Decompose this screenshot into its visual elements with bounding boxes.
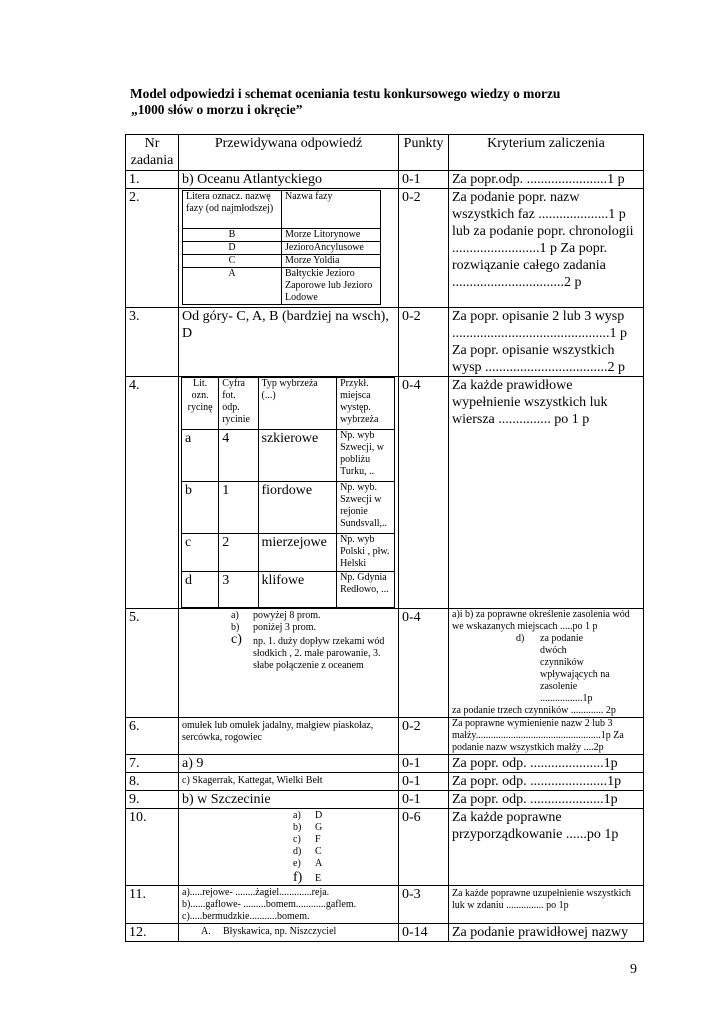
coast-place: Np. wyb. Szwecji w rejonie Sundsvall,..	[337, 482, 395, 534]
coast-letter: a	[182, 430, 219, 482]
list-text: Błyskawica, np. Niszczyciel	[223, 926, 337, 937]
table-row	[126, 308, 644, 377]
table-row	[126, 773, 644, 791]
coast-digit: 4	[219, 430, 258, 482]
row-criterion	[449, 609, 644, 718]
coast-type: fiordowe	[258, 482, 337, 534]
row-answer	[179, 609, 399, 718]
list-text: powyżej 8 prom.	[253, 610, 321, 621]
answer-line: b)......gaflowe- .........bomem............gaflem.	[182, 899, 357, 910]
list-item	[231, 634, 394, 672]
row-nr: 9.	[126, 791, 179, 809]
list-marker: f)	[293, 870, 303, 885]
criterion-e: za podanie trzech czynników ............. 2p	[452, 705, 616, 716]
table-row	[126, 377, 644, 609]
header-points: Punkty	[399, 135, 449, 171]
phase-letter: A	[183, 268, 282, 305]
row-criterion: Za każde poprawne uzupełnienie wszystkich luk w zdaniu ............... po 1p	[449, 886, 644, 924]
row-criterion: Za popr. odp. .....................1p	[449, 791, 644, 809]
coast-type: mierzejowe	[258, 534, 337, 572]
table-row	[126, 755, 644, 773]
row-points: 0-1	[399, 773, 449, 791]
answer-line: c).....bermudzkie...........bomem.	[182, 911, 310, 922]
coast-types-table	[181, 377, 395, 608]
phase-letter: C	[183, 255, 282, 268]
row-criterion: Za popr. opisanie 2 lub 3 wysp .............................................1 p Za popr. opisanie wszystkich wysp ...................................2 p	[449, 308, 644, 377]
inner-header-type: Typ wybrzeża (...)	[258, 378, 337, 430]
list-text: F	[315, 834, 321, 845]
header-criterion: Kryterium zaliczenia	[449, 135, 644, 171]
row-nr: 5.	[126, 609, 179, 718]
list-item	[293, 846, 394, 858]
list-marker: c)	[293, 834, 301, 845]
row-answer	[179, 924, 399, 942]
inner-row	[183, 242, 381, 255]
coast-letter: d	[182, 572, 219, 608]
inner-row	[183, 229, 381, 242]
table-row	[126, 189, 644, 308]
table-row	[126, 791, 644, 809]
table-row	[126, 809, 644, 886]
coast-place: Np. Gdynia Redłowo, ...	[337, 572, 395, 608]
table-row	[126, 924, 644, 942]
list-marker: a)	[231, 610, 239, 621]
row-nr: 12.	[126, 924, 179, 942]
row-nr: 10.	[126, 809, 179, 886]
list-marker: a)	[293, 810, 301, 821]
row-criterion: Za popr.odp. .......................1 p	[449, 171, 644, 189]
coast-letter: c	[182, 534, 219, 572]
row-answer	[179, 809, 399, 886]
header-nr: Nr zadania	[126, 135, 179, 171]
list-text: A	[315, 858, 323, 869]
row-answer	[179, 886, 399, 924]
row-answer: b) w Szczecinie	[179, 791, 399, 809]
row-answer: omułek lub omułek jadalny, małgiew piaskołaz, sercówka, rogowiec	[179, 718, 399, 755]
coast-place: Np. wyb Szwecji, w pobliżu Turku, ..	[337, 430, 395, 482]
inner-row	[182, 482, 395, 534]
title-line-2: „1000 słów o morzu i okręcie”	[131, 102, 303, 117]
title-line-1: Model odpowiedzi i schemat oceniania testu konkursowego wiedzy o morzu	[130, 86, 561, 101]
row-nr: 6.	[126, 718, 179, 755]
row-answer	[179, 377, 399, 609]
list-item	[231, 622, 394, 634]
inner-row	[182, 430, 395, 482]
list-text: G	[315, 822, 323, 833]
criterion-ab: a)i b) za poprawne określenie zasolenia wód we wskazanych miejscach .....po 1 p	[452, 609, 630, 632]
inner-header-name: Nazwa fazy	[282, 191, 381, 229]
inner-header-letter: Lit. ozn. rycinę	[182, 378, 219, 430]
coast-letter: b	[182, 482, 219, 534]
coast-type: szkierowe	[258, 430, 337, 482]
inner-row	[183, 268, 381, 305]
inner-header-row	[183, 191, 381, 229]
list-text: E	[315, 873, 322, 884]
row-criterion: Za każde poprawne przyporządkowanie ......po 1p	[449, 809, 644, 886]
row-points: 0-6	[399, 809, 449, 886]
phase-name: Morze Yoldia	[282, 255, 381, 268]
row-answer: b) Oceanu Atlantyckiego	[179, 171, 399, 189]
list-text: za podanie dwóch czynników wpływających na zasolenie .................1p	[540, 633, 610, 704]
inner-row	[182, 572, 395, 608]
phase-name: Bałtyckie Jezioro Zaporowe lub Jezioro Lodowe	[282, 268, 381, 305]
row-nr: 7.	[126, 755, 179, 773]
answer-list	[293, 810, 394, 885]
phase-letter: D	[183, 242, 282, 255]
list-text: C	[315, 846, 322, 857]
row-points: 0-14	[399, 924, 449, 942]
criterion-d	[452, 633, 640, 705]
row-points: 0-3	[399, 886, 449, 924]
row-criterion: Za popr. odp. ......................1p	[449, 773, 644, 791]
coast-digit: 1	[219, 482, 258, 534]
table-header-row	[126, 135, 644, 171]
list-text: np. 1. duży dopływ rzekami wód słodkich , 2. małe parowanie, 3. słabe połączenie z oceanem	[253, 636, 385, 671]
list-item	[231, 610, 394, 622]
list-item	[293, 834, 394, 846]
row-points: 0-2	[399, 308, 449, 377]
coast-type: klifowe	[258, 572, 337, 608]
row-criterion: Za każde prawidłowe wypełnienie wszystkich luk wiersza ............... po 1 p	[449, 377, 644, 609]
inner-header-row	[182, 378, 395, 430]
list-marker: c)	[231, 632, 242, 647]
list-marker: b)	[293, 822, 302, 833]
phase-name: Morze Litorynowe	[282, 229, 381, 242]
header-answer: Przewidywana odpowiedź	[179, 135, 399, 171]
page-number: 9	[630, 962, 637, 977]
answer-line: a).....rejowe- ........żagiel.............reja.	[182, 887, 330, 898]
answer-key-table	[125, 134, 644, 942]
list-text: D	[315, 810, 323, 821]
coast-place: Np. wyb Polski , płw. Helski	[337, 534, 395, 572]
inner-header-place: Przykł. miejsca występ. wybrzeża	[337, 378, 395, 430]
row-criterion: Za poprawne wymienienie nazw 2 lub 3 małży..................................................1p Za podanie nazw wszystkich małży ....2p	[449, 718, 644, 755]
row-criterion: Za podanie popr. nazw wszystkich faz ....................1 p lub za podanie popr. chronologii .........................1 p Za popr. rozwiązanie całego zadania ................................2 p	[449, 189, 644, 308]
row-nr: 1.	[126, 171, 179, 189]
list-marker: b)	[231, 622, 240, 633]
list-marker: A.	[201, 926, 211, 937]
row-criterion: Za podanie prawidłowej nazwy	[449, 924, 644, 942]
inner-row	[182, 534, 395, 572]
answer-list	[231, 610, 394, 672]
row-points: 0-4	[399, 609, 449, 718]
list-marker: d)	[516, 633, 525, 644]
row-nr: 8.	[126, 773, 179, 791]
row-answer: Od góry- C, A, B (bardziej na wsch), D	[179, 308, 399, 377]
phases-table	[182, 190, 381, 305]
list-item	[293, 822, 394, 834]
phase-letter: B	[183, 229, 282, 242]
row-points: 0-2	[399, 718, 449, 755]
row-answer: c) Skagerrak, Kattegat, Wielki Bełt	[179, 773, 399, 791]
row-points: 0-1	[399, 791, 449, 809]
row-points: 0-2	[399, 189, 449, 308]
row-nr: 11.	[126, 886, 179, 924]
list-item	[293, 810, 394, 822]
table-row	[126, 609, 644, 718]
row-nr: 4.	[126, 377, 179, 609]
row-answer: a) 9	[179, 755, 399, 773]
inner-header-letter: Litera oznacz. nazwę fazy (od najmłodszej)	[183, 191, 282, 229]
table-row	[126, 718, 644, 755]
coast-digit: 2	[219, 534, 258, 572]
coast-digit: 3	[219, 572, 258, 608]
list-item	[293, 858, 394, 870]
list-marker: e)	[293, 858, 301, 869]
row-nr: 3.	[126, 308, 179, 377]
inner-header-digit: Cyfra fot. odp. rycinie	[219, 378, 258, 430]
row-points: 0-1	[399, 755, 449, 773]
row-nr: 2.	[126, 189, 179, 308]
list-text: poniżej 3 prom.	[253, 622, 317, 633]
document-title	[130, 86, 560, 118]
row-answer	[179, 189, 399, 308]
row-points: 0-1	[399, 171, 449, 189]
table-row	[126, 886, 644, 924]
list-marker: d)	[293, 846, 302, 857]
inner-row	[183, 255, 381, 268]
row-points: 0-4	[399, 377, 449, 609]
table-row	[126, 171, 644, 189]
list-item	[293, 870, 394, 885]
phase-name: JezioroAncylusowe	[282, 242, 381, 255]
row-criterion: Za popr. odp. .....................1p	[449, 755, 644, 773]
